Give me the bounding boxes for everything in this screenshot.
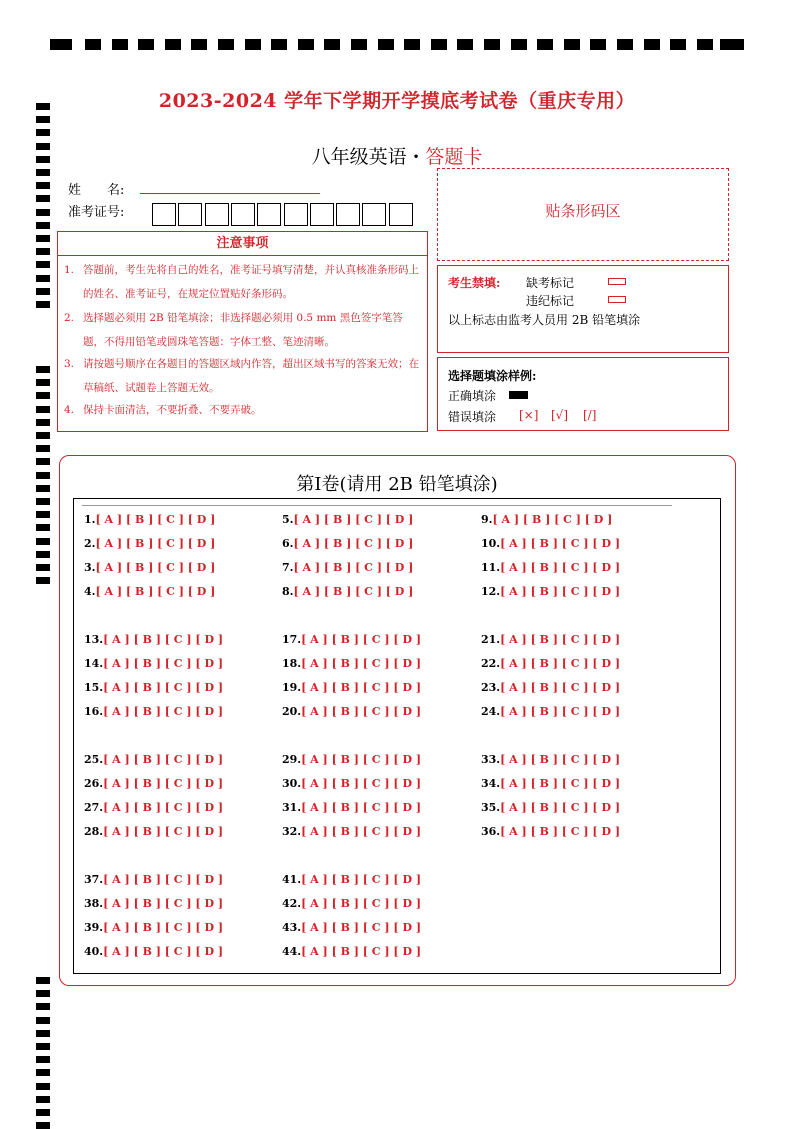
wrong-fill-label: 错误填涂 bbox=[448, 410, 497, 424]
question-number: 24. bbox=[481, 705, 501, 718]
notice-panel bbox=[57, 256, 428, 432]
question-item[interactable] bbox=[481, 705, 620, 718]
question-item[interactable] bbox=[84, 681, 223, 694]
answer-options[interactable]: [ A ] [ B ] [ C ] [ D ] bbox=[103, 777, 224, 790]
timing-mark bbox=[36, 990, 50, 997]
timing-mark bbox=[36, 1109, 50, 1116]
question-item[interactable] bbox=[481, 681, 620, 694]
question-item[interactable] bbox=[282, 537, 413, 550]
answer-options[interactable]: [ A ] [ B ] [ C ] [ D ] bbox=[301, 897, 422, 910]
answer-options[interactable]: [ A ] [ B ] [ C ] [ D ] bbox=[293, 513, 414, 526]
answer-options[interactable]: [ A ] [ B ] [ C ] [ D ] bbox=[103, 945, 224, 958]
timing-mark bbox=[36, 116, 50, 123]
question-number: 39. bbox=[84, 921, 104, 934]
timing-mark bbox=[511, 39, 527, 50]
question-number: 18. bbox=[282, 657, 302, 670]
answer-options[interactable]: [ A ] [ B ] [ C ] [ D ] bbox=[95, 561, 216, 574]
timing-mark bbox=[36, 406, 50, 413]
timing-mark bbox=[36, 577, 50, 584]
timing-mark bbox=[644, 39, 660, 50]
timing-mark bbox=[36, 1003, 50, 1010]
timing-mark bbox=[112, 39, 128, 50]
answer-options[interactable]: [ A ] [ B ] [ C ] [ D ] bbox=[103, 753, 224, 766]
timing-mark bbox=[36, 379, 50, 386]
question-number: 7. bbox=[282, 561, 294, 574]
timing-mark bbox=[720, 39, 744, 50]
timing-mark bbox=[36, 538, 50, 545]
answer-options[interactable]: [ A ] [ B ] [ C ] [ D ] bbox=[103, 657, 224, 670]
proctor-only-panel bbox=[437, 265, 729, 353]
timing-mark bbox=[564, 39, 580, 50]
question-item[interactable] bbox=[282, 705, 421, 718]
timing-mark bbox=[36, 301, 50, 308]
question-item[interactable] bbox=[481, 657, 620, 670]
answer-options[interactable]: [ A ] [ B ] [ C ] [ D ] bbox=[103, 921, 224, 934]
name-field[interactable] bbox=[140, 193, 320, 194]
timing-mark bbox=[36, 458, 50, 465]
question-number: 11. bbox=[481, 561, 501, 574]
timing-mark bbox=[36, 288, 50, 295]
timing-mark bbox=[36, 1096, 50, 1103]
answer-options[interactable]: [ A ] [ B ] [ C ] [ D ] bbox=[500, 705, 621, 718]
question-item[interactable] bbox=[282, 825, 421, 838]
question-number: 10. bbox=[481, 537, 501, 550]
timing-mark bbox=[431, 39, 447, 50]
timing-mark bbox=[36, 366, 50, 373]
timing-mark bbox=[36, 1056, 50, 1063]
exam-id-digit-box[interactable] bbox=[152, 203, 176, 226]
question-item[interactable] bbox=[84, 897, 223, 910]
timing-mark bbox=[36, 209, 50, 216]
answer-options[interactable]: [ A ] [ B ] [ C ] [ D ] bbox=[301, 825, 422, 838]
question-item[interactable] bbox=[84, 777, 223, 790]
timing-mark bbox=[36, 195, 50, 202]
question-item[interactable] bbox=[481, 537, 620, 550]
question-number: 22. bbox=[481, 657, 501, 670]
part1-title: 第Ⅰ卷(请用 2B 铅笔填涂) bbox=[296, 474, 498, 495]
question-number: 33. bbox=[481, 753, 501, 766]
question-item[interactable] bbox=[84, 633, 223, 646]
question-number: 19. bbox=[282, 681, 302, 694]
answer-options[interactable]: [ A ] [ B ] [ C ] [ D ] bbox=[500, 537, 621, 550]
question-item[interactable] bbox=[282, 945, 421, 958]
question-item[interactable] bbox=[481, 753, 620, 766]
question-item[interactable] bbox=[481, 585, 620, 598]
timing-mark bbox=[36, 222, 50, 229]
question-number: 35. bbox=[481, 801, 501, 814]
timing-mark bbox=[457, 39, 473, 50]
timing-mark bbox=[36, 419, 50, 426]
correct-fill-mark bbox=[509, 391, 528, 399]
notice-item: 2. 选择题必须用 2B 铅笔填涂；非选择题必须用 0.5 mm 黑色签字笔答题，不得用铅笔或圆珠笔答题：字体工整、笔迹清晰。 bbox=[64, 312, 403, 348]
question-number: 26. bbox=[84, 777, 104, 790]
fill-sample-heading: 选择题填涂样例: bbox=[448, 369, 537, 383]
question-item[interactable] bbox=[84, 873, 223, 886]
barcode-label: 贴条形码区 bbox=[545, 202, 621, 220]
answer-options[interactable]: [ A ] [ B ] [ C ] [ D ] bbox=[95, 585, 216, 598]
question-item[interactable] bbox=[84, 561, 215, 574]
timing-mark bbox=[36, 248, 50, 255]
question-number: 16. bbox=[84, 705, 104, 718]
answer-options[interactable]: [ A ] [ B ] [ C ] [ D ] bbox=[500, 657, 621, 670]
question-item[interactable] bbox=[84, 513, 215, 526]
exam-id-digit-box[interactable] bbox=[257, 203, 281, 226]
timing-mark bbox=[36, 1122, 50, 1129]
timing-mark bbox=[404, 39, 420, 50]
question-item[interactable] bbox=[481, 825, 620, 838]
timing-mark bbox=[36, 129, 50, 136]
timing-mark bbox=[218, 39, 234, 50]
question-item[interactable] bbox=[282, 777, 421, 790]
question-item[interactable] bbox=[84, 921, 223, 934]
timing-mark bbox=[36, 182, 50, 189]
question-number: 44. bbox=[282, 945, 302, 958]
question-number: 27. bbox=[84, 801, 104, 814]
answer-options[interactable]: [ A ] [ B ] [ C ] [ D ] bbox=[103, 873, 224, 886]
question-number: 14. bbox=[84, 657, 104, 670]
question-number: 28. bbox=[84, 825, 104, 838]
timing-mark bbox=[36, 1069, 50, 1076]
question-item[interactable] bbox=[282, 585, 413, 598]
question-number: 9. bbox=[481, 513, 493, 526]
question-item[interactable] bbox=[282, 897, 421, 910]
question-number: 31. bbox=[282, 801, 302, 814]
question-item[interactable] bbox=[481, 801, 620, 814]
exam-id-digit-box[interactable] bbox=[310, 203, 334, 226]
question-number: 42. bbox=[282, 897, 302, 910]
question-item[interactable] bbox=[84, 537, 215, 550]
exam-id-digit-box[interactable] bbox=[389, 203, 413, 226]
question-number: 5. bbox=[282, 513, 294, 526]
answer-options[interactable]: [ A ] [ B ] [ C ] [ D ] bbox=[293, 561, 414, 574]
absent-mark-box[interactable] bbox=[608, 278, 626, 285]
violation-mark-label: 违纪标记 bbox=[526, 294, 575, 308]
question-item[interactable] bbox=[84, 801, 223, 814]
timing-mark bbox=[271, 39, 287, 50]
question-number: 4. bbox=[84, 585, 96, 598]
absent-mark-label: 缺考标记 bbox=[526, 276, 575, 290]
question-item[interactable] bbox=[481, 633, 620, 646]
answer-options[interactable]: [ A ] [ B ] [ C ] [ D ] bbox=[500, 825, 621, 838]
timing-mark bbox=[36, 551, 50, 558]
question-item[interactable] bbox=[84, 585, 215, 598]
answer-options[interactable]: [ A ] [ B ] [ C ] [ D ] bbox=[103, 633, 224, 646]
answer-options[interactable]: [ A ] [ B ] [ C ] [ D ] bbox=[301, 657, 422, 670]
notice-item: 1. 答题前，考生先将自己的姓名，准考证号填写清楚，并认真核准条形码上的姓名、准考证号，在规定位置贴好条形码。 bbox=[64, 264, 419, 300]
answer-options[interactable]: [ A ] [ B ] [ C ] [ D ] bbox=[95, 513, 216, 526]
exam-id-label: 准考证号: bbox=[68, 205, 125, 220]
answer-options[interactable]: [ A ] [ B ] [ C ] [ D ] bbox=[301, 705, 422, 718]
answer-options[interactable]: [ A ] [ B ] [ C ] [ D ] bbox=[500, 585, 621, 598]
question-item[interactable] bbox=[282, 801, 421, 814]
proctor-note: 以上标志由监考人员用 2B 铅笔填涂 bbox=[448, 313, 641, 327]
question-number: 6. bbox=[282, 537, 294, 550]
question-number: 2. bbox=[84, 537, 96, 550]
question-number: 38. bbox=[84, 897, 104, 910]
timing-mark bbox=[36, 524, 50, 531]
question-number: 36. bbox=[481, 825, 501, 838]
timing-mark bbox=[36, 392, 50, 399]
question-item[interactable] bbox=[481, 513, 612, 526]
exam-id-digit-box[interactable] bbox=[284, 203, 308, 226]
question-number: 20. bbox=[282, 705, 302, 718]
notice-heading: 注意事项 bbox=[57, 231, 428, 256]
name-label: 姓 名: bbox=[68, 183, 125, 198]
question-number: 41. bbox=[282, 873, 302, 886]
notice-item: 4. 保持卡面清洁，不要折叠、不要弄破。 bbox=[64, 404, 262, 416]
proctor-only-label: 考生禁填: bbox=[448, 276, 501, 290]
exam-title: 2023-2024 学年下学期开学摸底考试卷（重庆专用） bbox=[158, 90, 636, 112]
question-item[interactable] bbox=[84, 825, 223, 838]
question-item[interactable] bbox=[282, 513, 413, 526]
question-item[interactable] bbox=[282, 657, 421, 670]
violation-mark-box[interactable] bbox=[608, 296, 626, 303]
wrong-mark-x: [×] bbox=[519, 408, 539, 422]
timing-mark bbox=[36, 498, 50, 505]
question-item[interactable] bbox=[481, 777, 620, 790]
question-number: 37. bbox=[84, 873, 104, 886]
answer-options[interactable]: [ A ] [ B ] [ C ] [ D ] bbox=[103, 705, 224, 718]
question-number: 17. bbox=[282, 633, 302, 646]
timing-mark bbox=[85, 39, 101, 50]
answer-options[interactable]: [ A ] [ B ] [ C ] [ D ] bbox=[500, 681, 621, 694]
answer-options[interactable]: [ A ] [ B ] [ C ] [ D ] bbox=[301, 945, 422, 958]
timing-mark bbox=[36, 1043, 50, 1050]
timing-mark bbox=[590, 39, 606, 50]
question-number: 23. bbox=[481, 681, 501, 694]
timing-mark bbox=[165, 39, 181, 50]
question-number: 13. bbox=[84, 633, 104, 646]
timing-mark bbox=[378, 39, 394, 50]
timing-mark bbox=[191, 39, 207, 50]
question-item[interactable] bbox=[84, 945, 223, 958]
timing-mark bbox=[36, 1030, 50, 1037]
answer-options[interactable]: [ A ] [ B ] [ C ] [ D ] bbox=[500, 753, 621, 766]
exam-id-digit-box[interactable] bbox=[231, 203, 255, 226]
timing-mark bbox=[36, 275, 50, 282]
question-item[interactable] bbox=[481, 561, 620, 574]
question-item[interactable] bbox=[84, 753, 223, 766]
timing-mark bbox=[50, 39, 72, 50]
answer-options[interactable]: [ A ] [ B ] [ C ] [ D ] bbox=[103, 825, 224, 838]
question-number: 32. bbox=[282, 825, 302, 838]
timing-mark bbox=[36, 261, 50, 268]
card-subtitle bbox=[0, 142, 794, 169]
question-number: 43. bbox=[282, 921, 302, 934]
timing-mark bbox=[36, 1083, 50, 1090]
timing-mark bbox=[537, 39, 553, 50]
answer-options[interactable]: [ A ] [ B ] [ C ] [ D ] bbox=[301, 681, 422, 694]
answer-options[interactable]: [ A ] [ B ] [ C ] [ D ] bbox=[301, 921, 422, 934]
question-number: 3. bbox=[84, 561, 96, 574]
question-item[interactable] bbox=[282, 681, 421, 694]
question-item[interactable] bbox=[282, 633, 421, 646]
timing-mark bbox=[351, 39, 367, 50]
answer-options[interactable]: [ A ] [ B ] [ C ] [ D ] bbox=[293, 537, 414, 550]
answer-options[interactable]: [ A ] [ B ] [ C ] [ D ] bbox=[301, 801, 422, 814]
question-number: 21. bbox=[481, 633, 501, 646]
answer-options[interactable]: [ A ] [ B ] [ C ] [ D ] bbox=[500, 561, 621, 574]
subtitle-subject: 八年级英语 bbox=[311, 146, 407, 168]
answer-options[interactable]: [ A ] [ B ] [ C ] [ D ] bbox=[500, 777, 621, 790]
fill-sample-panel bbox=[437, 357, 729, 431]
exam-id-digit-box[interactable] bbox=[362, 203, 386, 226]
question-number: 29. bbox=[282, 753, 302, 766]
question-item[interactable] bbox=[84, 657, 223, 670]
subtitle-answer-card: 答题卡 bbox=[425, 146, 483, 168]
timing-mark bbox=[36, 235, 50, 242]
question-number: 34. bbox=[481, 777, 501, 790]
wrong-mark-slash: [/] bbox=[583, 408, 597, 422]
answer-options[interactable]: [ A ] [ B ] [ C ] [ D ] bbox=[293, 585, 414, 598]
answer-options[interactable]: [ A ] [ B ] [ C ] [ D ] bbox=[95, 537, 216, 550]
question-number: 40. bbox=[84, 945, 104, 958]
part1-divider bbox=[82, 505, 672, 506]
timing-mark bbox=[138, 39, 154, 50]
answer-options[interactable]: [ A ] [ B ] [ C ] [ D ] bbox=[500, 801, 621, 814]
timing-mark bbox=[36, 1017, 50, 1024]
question-number: 12. bbox=[481, 585, 501, 598]
timing-mark bbox=[484, 39, 500, 50]
timing-mark bbox=[36, 564, 50, 571]
exam-id-digit-box[interactable] bbox=[336, 203, 360, 226]
timing-mark bbox=[36, 977, 50, 984]
answer-options[interactable]: [ A ] [ B ] [ C ] [ D ] bbox=[103, 897, 224, 910]
timing-marks-top bbox=[50, 39, 744, 51]
timing-mark bbox=[298, 39, 314, 50]
question-item[interactable] bbox=[282, 873, 421, 886]
timing-mark bbox=[36, 432, 50, 439]
question-number: 1. bbox=[84, 513, 96, 526]
answer-options[interactable]: [ A ] [ B ] [ C ] [ D ] bbox=[492, 513, 613, 526]
notice-item: 3. 请按题号顺序在各题目的答题区域内作答，超出区域书写的答案无效；在草稿纸、试题卷上答题无效。 bbox=[64, 358, 419, 394]
question-item[interactable] bbox=[84, 705, 223, 718]
question-number: 15. bbox=[84, 681, 104, 694]
answer-options[interactable]: [ A ] [ B ] [ C ] [ D ] bbox=[301, 633, 422, 646]
timing-mark bbox=[36, 511, 50, 518]
question-number: 8. bbox=[282, 585, 294, 598]
question-number: 25. bbox=[84, 753, 104, 766]
correct-fill-label: 正确填涂 bbox=[448, 389, 497, 403]
answer-options[interactable]: [ A ] [ B ] [ C ] [ D ] bbox=[103, 801, 224, 814]
timing-mark bbox=[617, 39, 633, 50]
question-item[interactable] bbox=[282, 561, 413, 574]
question-item[interactable] bbox=[282, 921, 421, 934]
exam-id-digit-box[interactable] bbox=[178, 203, 202, 226]
timing-mark bbox=[670, 39, 686, 50]
answer-options[interactable]: [ A ] [ B ] [ C ] [ D ] bbox=[103, 681, 224, 694]
timing-mark bbox=[36, 169, 50, 176]
timing-mark bbox=[245, 39, 261, 50]
wrong-mark-check: [√] bbox=[551, 408, 569, 422]
subtitle-dot: · bbox=[412, 146, 420, 168]
question-number: 30. bbox=[282, 777, 302, 790]
answer-options[interactable]: [ A ] [ B ] [ C ] [ D ] bbox=[301, 777, 422, 790]
timing-mark bbox=[324, 39, 340, 50]
answer-options[interactable]: [ A ] [ B ] [ C ] [ D ] bbox=[301, 873, 422, 886]
timing-mark bbox=[697, 39, 713, 50]
question-item[interactable] bbox=[282, 753, 421, 766]
answer-options[interactable]: [ A ] [ B ] [ C ] [ D ] bbox=[301, 753, 422, 766]
answer-options[interactable]: [ A ] [ B ] [ C ] [ D ] bbox=[500, 633, 621, 646]
timing-mark bbox=[36, 445, 50, 452]
exam-id-digit-box[interactable] bbox=[205, 203, 229, 226]
